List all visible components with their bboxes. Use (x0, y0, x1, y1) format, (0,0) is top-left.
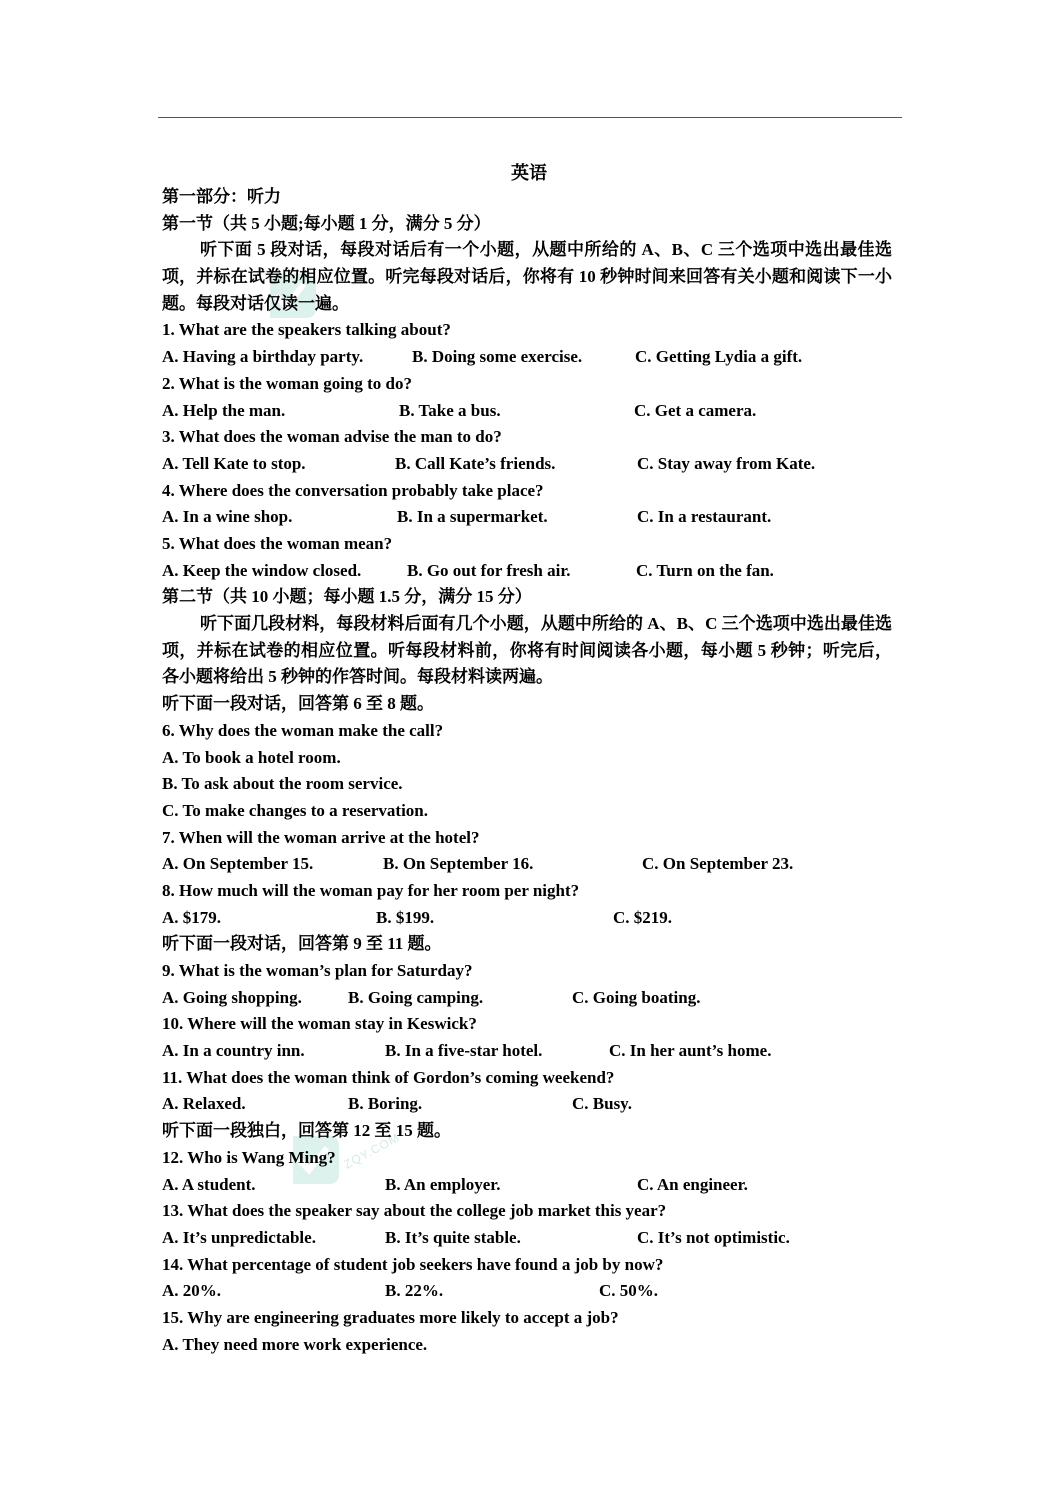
option-a: A. 20%. (162, 1281, 222, 1301)
option-b: B. 22%. (385, 1281, 444, 1301)
option-a: A. It’s unpredictable. (162, 1227, 316, 1247)
option-a: A. A student. (162, 1174, 256, 1194)
options-row (162, 905, 892, 932)
option-c: C. In her aunt’s home. (609, 1041, 772, 1061)
option-a: A. In a country inn. (162, 1041, 305, 1061)
section2-instructions: 听下面几段材料，每段材料后面有几个小题，从题中所给的 A、B、C 三个选项中选出最佳选项，并标在试卷的相应位置。听每段材料前，你将有时间阅读各小题，每小题 5 秒钟；听完后，各小题将给出 5 秒钟的作答时间。每段材料读两遍。 (162, 614, 892, 687)
option-a: A. $179. (162, 907, 222, 927)
question-stem: 11. What does the woman think of Gordon’s coming weekend? (162, 1067, 615, 1087)
option-a: A. Keep the window closed. (162, 560, 362, 580)
question-stem: 1. What are the speakers talking about? (162, 320, 451, 340)
option-c: C. $219. (613, 907, 673, 927)
option-a: A. Help the man. (162, 400, 286, 420)
option-b: B. In a supermarket. (397, 507, 548, 527)
question-stem: 3. What does the woman advise the man to do? (162, 427, 502, 447)
question-stem: 10. Where will the woman stay in Keswick? (162, 1014, 477, 1034)
section2-heading: 第二节（共 10 小题；每小题 1.5 分，满分 15 分） (162, 587, 532, 607)
option-b: B. Call Kate’s friends. (395, 453, 556, 473)
option-c: C. Stay away from Kate. (637, 453, 816, 473)
option-c: C. 50%. (599, 1281, 659, 1301)
option-b: B. In a five-star hotel. (385, 1041, 543, 1061)
option-c: C. It’s not optimistic. (637, 1227, 790, 1247)
part1-heading: 第一部分：听力 (162, 187, 281, 206)
options-row (162, 1225, 892, 1252)
header-rule (158, 117, 902, 118)
options-row (162, 398, 892, 425)
option-b: B. Doing some exercise. (412, 347, 583, 367)
option-b: B. Going camping. (348, 987, 484, 1007)
question-stem: 2. What is the woman going to do? (162, 373, 412, 393)
question-stem: 8. How much will the woman pay for her room per night? (162, 880, 580, 900)
group-heading: 听下面一段对话，回答第 9 至 11 题。 (162, 934, 442, 954)
group-heading: 听下面一段对话，回答第 6 至 8 题。 (162, 694, 434, 714)
question-stem: 12. Who is Wang Ming? (162, 1147, 336, 1167)
options-row (162, 558, 892, 585)
question-stem: 6. Why does the woman make the call? (162, 720, 444, 740)
option-c: C. Get a camera. (634, 400, 757, 420)
option-b: B. $199. (376, 907, 435, 927)
section1-instructions: 听下面 5 段对话，每段对话后有一个小题，从题中所给的 A、B、C 三个选项中选出最佳选项，并标在试卷的相应位置。听完每段对话后，你将有 10 秒钟时间来回答有关小题和阅读下一小题。每段对话仅读一遍。 (162, 240, 892, 313)
option-c: C. In a restaurant. (637, 507, 772, 527)
question-stem: 15. Why are engineering graduates more likely to accept a job? (162, 1307, 619, 1327)
options-row (162, 1091, 892, 1118)
question-stem: 9. What is the woman’s plan for Saturday? (162, 961, 473, 981)
option-a: A. Tell Kate to stop. (162, 453, 306, 473)
option-b: B. It’s quite stable. (385, 1227, 521, 1247)
option-c: C. Busy. (572, 1094, 632, 1114)
option-b: B. Go out for fresh air. (407, 560, 571, 580)
options-row (162, 985, 892, 1012)
option-a: A. To book a hotel room. (162, 747, 341, 767)
option-a: A. Going shopping. (162, 987, 302, 1007)
exam-content (162, 184, 892, 1358)
question-stem: 5. What does the woman mean? (162, 533, 393, 553)
option-c: C. An engineer. (637, 1174, 748, 1194)
watermark-text: ZQY.COM (341, 1130, 403, 1172)
question-stem: 4. Where does the conversation probably take place? (162, 480, 544, 500)
options-row (162, 1172, 892, 1199)
options-row (162, 344, 892, 371)
option-c: C. To make changes to a reservation. (162, 800, 429, 820)
option-a: A. Having a birthday party. (162, 347, 364, 367)
options-row (162, 1278, 892, 1305)
option-b: B. Boring. (348, 1094, 423, 1114)
option-a: A. They need more work experience. (162, 1334, 428, 1354)
option-b: B. Take a bus. (399, 400, 501, 420)
options-row (162, 1038, 892, 1065)
question-stem: 14. What percentage of student job seekers have found a job by now? (162, 1254, 664, 1274)
option-c: C. Getting Lydia a gift. (635, 347, 803, 367)
option-b: B. On September 16. (383, 854, 534, 874)
option-a: A. On September 15. (162, 854, 314, 874)
options-row (162, 504, 892, 531)
section1-heading: 第一节（共 5 小题;每小题 1 分，满分 5 分） (162, 213, 491, 233)
option-a: A. In a wine shop. (162, 507, 293, 527)
option-c: C. On September 23. (642, 854, 794, 874)
question-stem: 13. What does the speaker say about the college job market this year? (162, 1201, 667, 1221)
option-c: C. Turn on the fan. (636, 560, 774, 580)
options-row (162, 451, 892, 478)
option-a: A. Relaxed. (162, 1094, 246, 1114)
option-c: C. Going boating. (572, 987, 701, 1007)
option-b: B. An employer. (385, 1174, 501, 1194)
question-stem: 7. When will the woman arrive at the hotel? (162, 827, 480, 847)
option-b: B. To ask about the room service. (162, 774, 403, 794)
options-row (162, 851, 892, 878)
group-heading: 听下面一段独白，回答第 12 至 15 题。 (162, 1121, 451, 1141)
page-title: 英语 (511, 163, 547, 183)
